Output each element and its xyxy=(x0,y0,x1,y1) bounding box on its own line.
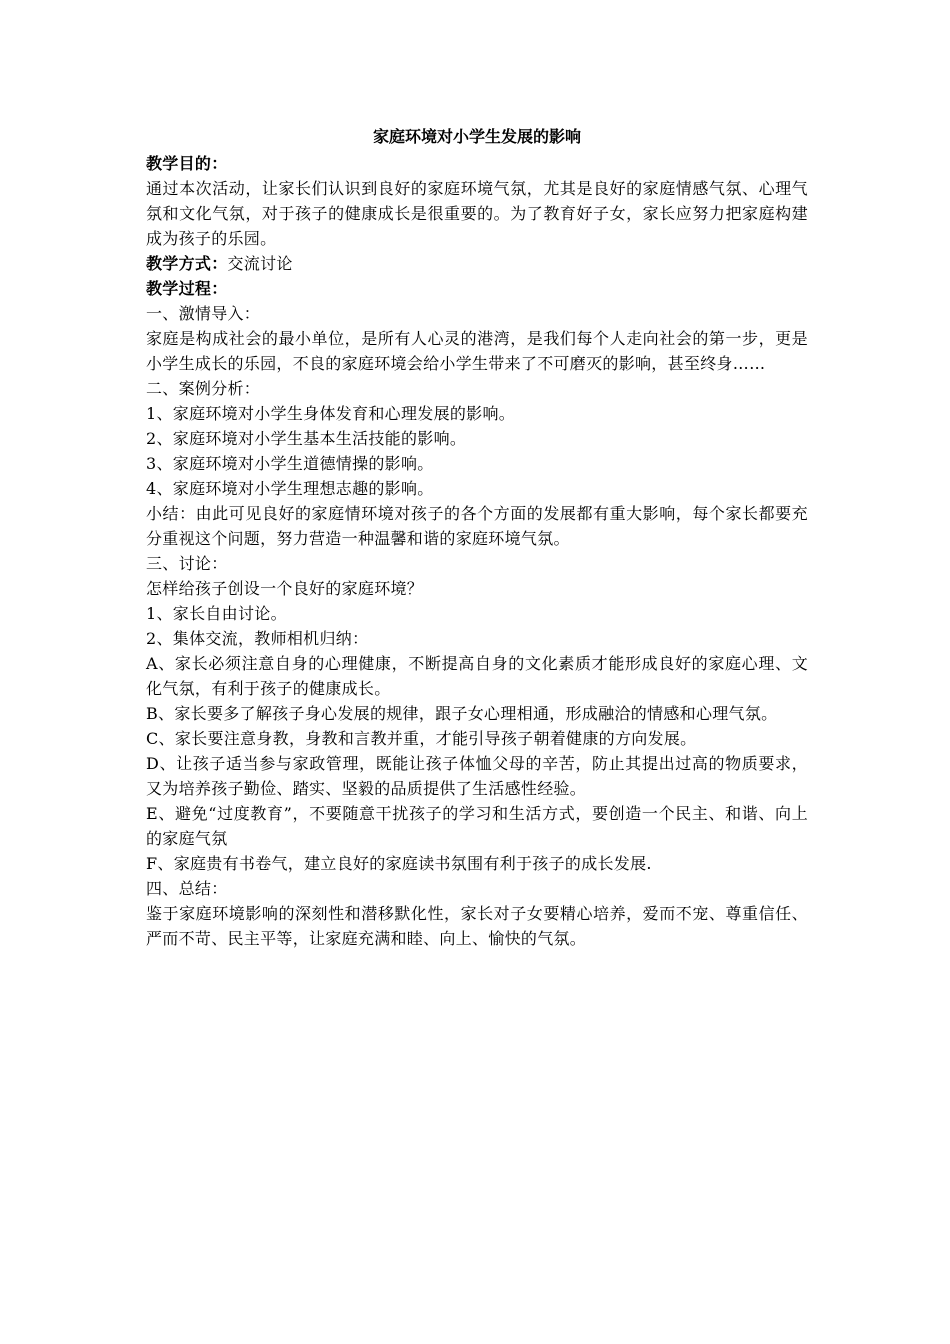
section3-point: C、家长要注意身教，身教和言教并重，才能引导孩子朝着健康的方向发展。 xyxy=(146,729,697,748)
section4-heading: 四、总结： xyxy=(146,879,228,898)
method-line xyxy=(146,251,808,276)
section3-point: A、家长必须注意自身的心理健康，不断提高自身的文化素质才能形成良好的家庭心理、文化气氛，有利于孩子的健康成长。 xyxy=(146,654,808,698)
section3-point: E、避免“过度教育”，不要随意干扰孩子的学习和生活方式，要创造一个民主、和谐、向上的家庭气氛 xyxy=(146,804,808,848)
section3-point: B、家长要多了解孩子身心发展的规律，跟子女心理相通，形成融洽的情感和心理气氛。 xyxy=(146,704,778,723)
section4-text: 鉴于家庭环境影响的深刻性和潜移默化性，家长对子女要精心培养，爱而不宠、尊重信任、严而不苛、民主平等，让家庭充满和睦、向上、愉快的气氛。 xyxy=(146,904,808,948)
section3-point: D、让孩子适当参与家政管理，既能让孩子体恤父母的辛苦，防止其提出过高的物质要求，又为培养孩子勤俭、踏实、坚毅的品质提供了生活感性经验。 xyxy=(146,754,808,798)
section1-text: 家庭是构成社会的最小单位，是所有人心灵的港湾，是我们每个人走向社会的第一步，更是小学生成长的乐园，不良的家庭环境会给小学生带来了不可磨灭的影响，甚至终身…… xyxy=(146,329,808,373)
document-page xyxy=(146,126,808,951)
section2-summary: 小结：由此可见良好的家庭情环境对孩子的各个方面的发展都有重大影响，每个家长都要充分重视这个问题，努力营造一种温馨和谐的家庭环境气氛。 xyxy=(146,504,808,548)
process-heading: 教学过程： xyxy=(146,279,228,298)
section2-item: 4、家庭环境对小学生理想志趣的影响。 xyxy=(146,479,434,498)
section2-item: 2、家庭环境对小学生基本生活技能的影响。 xyxy=(146,429,467,448)
purpose-heading: 教学目的： xyxy=(146,154,228,173)
purpose-text: 通过本次活动，让家长们认识到良好的家庭环境气氛，尤其是良好的家庭情感气氛、心理气氛和文化气氛，对于孩子的健康成长是很重要的。为了教育好子女，家长应努力把家庭构建成为孩子的乐园。 xyxy=(146,179,808,248)
section3-question: 怎样给孩子创设一个良好的家庭环境？ xyxy=(146,579,424,598)
section3-step: 1、家长自由讨论。 xyxy=(146,604,287,623)
section3-heading: 三、讨论： xyxy=(146,554,228,573)
section2-item: 1、家庭环境对小学生身体发育和心理发展的影响。 xyxy=(146,404,516,423)
section3-point: F、家庭贵有书卷气，建立良好的家庭读书氛围有利于孩子的成长发展. xyxy=(146,854,652,873)
section2-item: 3、家庭环境对小学生道德情操的影响。 xyxy=(146,454,434,473)
section1-heading: 一、激情导入： xyxy=(146,304,261,323)
method-text: 交流讨论 xyxy=(227,254,293,273)
section2-heading: 二、案例分析： xyxy=(146,379,261,398)
method-heading: 教学方式： xyxy=(146,254,228,273)
section3-step: 2、集体交流，教师相机归纳： xyxy=(146,629,369,648)
document-title: 家庭环境对小学生发展的影响 xyxy=(372,127,581,146)
